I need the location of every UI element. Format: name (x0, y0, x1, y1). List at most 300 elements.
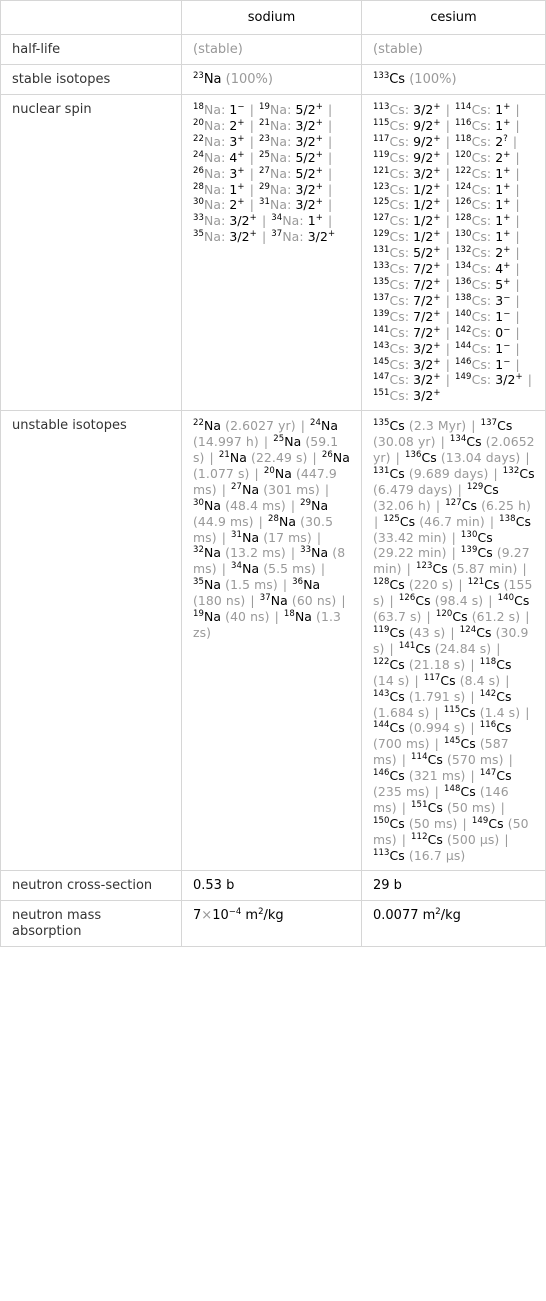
parity: + (315, 133, 323, 144)
coefficient: 7 (193, 907, 202, 923)
mass-number: 28 (193, 181, 205, 192)
parity: + (327, 229, 336, 240)
element-symbol: Na (203, 72, 222, 87)
isotope-entry (411, 800, 496, 815)
colon: : (404, 340, 414, 356)
mass-number: 151 (411, 799, 428, 810)
spin-value: 4 (229, 149, 238, 165)
list-separator: | (522, 561, 527, 577)
mass-number: 144 (373, 720, 390, 731)
element-symbol: Cs (389, 324, 405, 340)
list-separator: | (327, 213, 333, 229)
spin-entry (373, 118, 441, 133)
mass-number: 140 (455, 308, 472, 319)
list-separator: | (445, 133, 455, 149)
half-life: (1.3 zs) (193, 609, 341, 640)
colon: : (404, 308, 414, 324)
half-life: (30.5 ms) (193, 513, 334, 545)
colon: : (486, 324, 496, 340)
colon: : (221, 133, 230, 149)
list-separator: | (515, 149, 520, 165)
mass-number: 146 (455, 356, 472, 367)
mass-number: 119 (373, 149, 390, 160)
cross-section-sodium: 0.53 b (182, 870, 362, 900)
spin-value: 3/2 (307, 229, 328, 245)
header-row (1, 1, 546, 35)
spin-entry (193, 166, 245, 181)
mass-number: 123 (415, 561, 433, 572)
parity: + (433, 276, 441, 287)
element-symbol: Na (270, 165, 288, 181)
list-separator: | (515, 324, 520, 340)
isotope-entry (219, 450, 308, 465)
mass-number: 31 (259, 197, 271, 208)
spin-value: 3/2 (295, 133, 316, 149)
spin-entry (259, 166, 323, 181)
element-symbol: Na (204, 165, 222, 181)
list-separator: | (221, 529, 231, 545)
parity: − (503, 340, 511, 351)
mass-number: 151 (373, 388, 390, 399)
row-label: nuclear spin (1, 95, 182, 411)
mass-number: 129 (466, 481, 484, 492)
row-neutron-cross-section (1, 870, 546, 900)
nuclear-spin-cesium (362, 95, 546, 411)
spin-value: 5/2 (413, 245, 434, 261)
list-separator: | (282, 577, 292, 593)
half-life: (8 ms) (193, 545, 346, 577)
half-life: (50 ms) (408, 815, 458, 831)
mass-number: 120 (435, 609, 453, 620)
isotope-entry (373, 848, 465, 863)
list-separator: | (525, 450, 530, 466)
mass-number: 21 (218, 450, 230, 461)
element-symbol: Cs (496, 688, 512, 704)
spin-entry (373, 245, 441, 260)
list-separator: | (327, 149, 333, 165)
mass-number: 142 (479, 688, 497, 699)
parity: + (433, 372, 441, 383)
element-symbol: Cs (440, 672, 456, 688)
mass-number: 138 (499, 513, 516, 524)
list-separator: | (249, 197, 259, 213)
spin-entry (259, 182, 323, 197)
list-separator: | (327, 117, 333, 133)
element-symbol: Na (204, 545, 222, 561)
spin-entry (373, 197, 441, 212)
column-header-cesium: cesium (362, 1, 546, 35)
spin-value: 1 (495, 181, 504, 197)
element-symbol: Cs (466, 434, 482, 450)
isotope-entry (193, 609, 270, 624)
element-symbol: Cs (389, 229, 405, 245)
row-stable-isotopes (1, 65, 546, 95)
half-life: (9.27 min) (373, 545, 530, 577)
parity: + (249, 229, 257, 240)
element-symbol: Cs (389, 577, 405, 593)
mass-number: 27 (259, 165, 271, 176)
parity: + (433, 356, 441, 367)
element-symbol: Cs (389, 213, 405, 229)
colon: : (404, 149, 414, 165)
mass-number: 30 (193, 197, 205, 208)
parity: + (433, 133, 441, 144)
spin-entry (455, 166, 510, 181)
parity: + (503, 117, 511, 128)
spin-entry (455, 372, 523, 387)
mass-number: 132 (502, 465, 520, 476)
element-symbol: Cs (471, 102, 487, 117)
mass-number: 34 (271, 213, 283, 224)
colon: : (486, 356, 496, 372)
spin-entry (373, 150, 441, 165)
element-symbol: Na (270, 102, 288, 117)
half-life: (2.3 Myr) (408, 418, 467, 434)
unstable-isotopes-sodium (182, 411, 362, 870)
parity: + (433, 229, 441, 240)
element-symbol: Na (294, 609, 312, 625)
element-symbol: Cs (471, 197, 487, 213)
half-life: (5.5 ms) (263, 561, 316, 577)
list-separator: | (249, 165, 259, 181)
list-separator: | (445, 213, 455, 229)
colon: : (486, 213, 496, 229)
element-symbol: Cs (427, 752, 443, 768)
list-separator: | (515, 292, 520, 308)
colon: : (486, 340, 496, 356)
spin-entry (455, 357, 510, 372)
mass-number: 146 (373, 768, 390, 779)
spin-value: 2 (229, 197, 238, 213)
spin-entry (259, 118, 323, 133)
colon: : (404, 117, 414, 133)
mass-number: 117 (423, 672, 441, 683)
parity: + (503, 165, 511, 176)
half-life: (32.06 h) (373, 497, 431, 513)
list-separator: | (445, 229, 455, 245)
half-life: (40 ns) (225, 609, 270, 625)
list-separator: | (445, 372, 455, 388)
element-symbol: Cs (389, 292, 405, 308)
colon: : (404, 292, 414, 308)
half-life: (50 ms) (373, 815, 529, 847)
element-symbol: Cs (415, 593, 431, 609)
list-separator: | (450, 625, 459, 640)
spin-entry (193, 182, 245, 197)
list-separator: | (341, 593, 346, 609)
spin-value: 1/2 (413, 197, 434, 213)
list-separator: | (324, 481, 330, 497)
mass-number: 27 (231, 481, 243, 492)
element-symbol: Cs (389, 308, 405, 324)
half-life: (50 ms) (446, 799, 496, 815)
row-neutron-mass-absorption (1, 900, 546, 946)
spin-value: 3/2 (229, 213, 250, 229)
colon: : (404, 324, 414, 340)
colon: : (404, 276, 414, 292)
spin-entry (193, 197, 245, 212)
half-life: (570 ms) (446, 752, 504, 768)
row-label: half-life (1, 35, 182, 65)
spin-value: 1 (495, 229, 504, 245)
row-label: neutron cross-section (1, 870, 182, 900)
colon: : (404, 102, 414, 117)
spin-value: 7/2 (413, 308, 434, 324)
list-separator: | (445, 117, 455, 133)
half-life: (1.077 s) (193, 465, 250, 481)
element-symbol: Cs (471, 276, 487, 292)
mass-number: 118 (479, 656, 497, 667)
corner-cell (1, 1, 182, 35)
list-separator: | (515, 245, 520, 261)
list-separator: | (440, 434, 449, 450)
spin-value: 3 (229, 133, 238, 149)
element-symbol: Cs (484, 577, 500, 593)
element-symbol: Cs (471, 133, 487, 149)
element-symbol: Cs (471, 292, 487, 308)
element-symbol: Cs (389, 625, 405, 640)
list-separator: | (434, 704, 443, 720)
isotope-entry (373, 418, 466, 433)
colon: : (486, 165, 496, 181)
mass-number: 25 (259, 149, 271, 160)
element-symbol: Cs (471, 261, 487, 277)
element-symbol: Cs (476, 625, 492, 640)
list-separator: | (221, 561, 231, 577)
list-separator: | (525, 704, 530, 720)
element-symbol: Na (311, 497, 329, 513)
list-separator: | (445, 181, 455, 197)
spin-value: 2 (495, 245, 504, 261)
spin-entry (373, 166, 441, 181)
list-separator: | (389, 640, 398, 656)
mass-number: 142 (455, 324, 472, 335)
parity: + (503, 149, 511, 160)
element-symbol: Cs (471, 356, 487, 372)
list-separator: | (290, 497, 300, 513)
mass-absorption-sodium (182, 900, 362, 946)
spin-entry (455, 293, 510, 308)
list-separator: | (504, 831, 509, 847)
half-life: (44.9 ms) (193, 513, 254, 529)
list-separator: | (515, 102, 520, 117)
mass-number: 147 (373, 372, 390, 383)
list-separator: | (401, 799, 411, 815)
parity: + (237, 133, 245, 144)
spin-value: 1 (495, 165, 504, 181)
list-separator: | (434, 736, 443, 752)
element-symbol: Cs (389, 465, 405, 481)
parity: + (315, 165, 323, 176)
mass-number: 19 (259, 102, 271, 112)
element-symbol: Cs (477, 545, 493, 561)
parity: + (503, 245, 511, 256)
list-separator: | (512, 133, 518, 149)
spin-entry (455, 261, 510, 276)
colon: : (404, 197, 414, 213)
element-symbol: Na (229, 450, 247, 466)
mass-number: 29 (300, 497, 312, 508)
mass-number: 128 (455, 213, 472, 224)
half-life: (61.2 s) (471, 609, 521, 625)
spin-entry (193, 134, 245, 149)
parity: + (433, 245, 441, 256)
list-separator: | (274, 609, 283, 625)
spin-entry (373, 277, 441, 292)
element-symbol: Cs (477, 529, 493, 545)
mass-number: 33 (193, 213, 205, 224)
parity: + (433, 197, 441, 208)
mass-number: 139 (373, 308, 390, 319)
parity: + (315, 117, 323, 128)
colon: : (486, 229, 496, 245)
parity: − (237, 102, 245, 112)
isotope-entry (444, 705, 520, 720)
element-symbol: Na (204, 609, 222, 625)
list-separator: | (470, 720, 479, 736)
mass-number: 119 (373, 625, 390, 635)
mass-number: 20 (263, 465, 275, 476)
spin-value: 2 (495, 149, 504, 165)
mass-number: 19 (193, 609, 205, 620)
mass-number: 36 (292, 577, 304, 588)
spin-entry (373, 102, 441, 117)
element-symbol: Cs (497, 418, 513, 434)
spin-entry (259, 102, 323, 117)
value: 0.0077 (373, 907, 419, 923)
list-separator: | (445, 292, 455, 308)
mass-number: 116 (455, 117, 472, 128)
mass-number: 18 (193, 102, 205, 112)
list-separator: | (249, 117, 259, 133)
list-separator: | (320, 561, 326, 577)
parity: + (503, 261, 511, 272)
half-life: (1.4 s) (479, 704, 521, 720)
element-symbol: Cs (432, 561, 448, 577)
half-life: (30.9 s) (373, 625, 529, 656)
list-separator: | (254, 465, 263, 481)
spin-value: 7/2 (413, 324, 434, 340)
spin-value: 1 (229, 181, 238, 197)
list-separator: | (250, 593, 259, 609)
list-separator: | (249, 102, 259, 117)
element-symbol: Na (332, 450, 350, 466)
row-label: neutron mass absorption (1, 900, 182, 946)
colon: : (404, 133, 414, 149)
colon: : (287, 165, 296, 181)
element-symbol: Na (270, 197, 288, 213)
spin-value: 3/2 (229, 229, 250, 245)
list-separator: | (515, 181, 520, 197)
mass-number: 113 (373, 102, 390, 112)
list-separator: | (406, 561, 415, 577)
spin-entry (259, 150, 323, 165)
colon: : (299, 229, 308, 245)
element-symbol: Cs (389, 117, 405, 133)
mass-number: 33 (300, 545, 312, 556)
half-life: (8.4 s) (459, 672, 501, 688)
spin-value: 3/2 (413, 356, 434, 372)
parity: + (249, 213, 257, 224)
spin-entry (193, 213, 257, 228)
element-symbol: Cs (461, 497, 478, 513)
half-life: (220 s) (408, 577, 454, 593)
mass-number: 130 (460, 529, 478, 540)
element-symbol: Cs (389, 656, 405, 672)
element-symbol: Na (303, 577, 321, 593)
list-separator: | (316, 529, 322, 545)
element-symbol: Cs (389, 356, 405, 372)
mass-number: 28 (268, 513, 280, 524)
list-separator: | (508, 752, 513, 768)
list-separator: | (515, 213, 520, 229)
list-separator: | (515, 308, 520, 324)
mass-number: 117 (373, 133, 390, 144)
element-symbol: Cs (427, 831, 443, 847)
mass-number: 125 (383, 513, 400, 524)
colon: : (287, 181, 296, 197)
half-life: (13.2 ms) (225, 545, 286, 561)
colon: : (486, 117, 496, 133)
element-symbol: Cs (399, 513, 416, 529)
isotope-entry (193, 498, 286, 513)
half-life: (13.04 days) (440, 450, 521, 466)
element-symbol: Na (270, 593, 288, 609)
spin-entry (373, 388, 441, 403)
half-life-cesium: (stable) (362, 35, 546, 65)
spin-value: 1 (495, 197, 504, 213)
list-separator: | (515, 197, 520, 213)
isotope-entry (373, 768, 465, 783)
element-symbol: Na (204, 418, 222, 434)
half-life: (500 µs) (446, 831, 500, 847)
parity: + (515, 372, 523, 383)
element-symbol: Na (270, 117, 288, 133)
list-separator: | (462, 815, 471, 831)
row-label: unstable isotopes (1, 411, 182, 870)
element-symbol: Na (204, 149, 222, 165)
colon: : (404, 261, 414, 277)
parity: + (237, 181, 245, 192)
spin-value: 3/2 (495, 372, 516, 388)
mass-number: 143 (373, 688, 390, 699)
element-symbol: Na (204, 133, 222, 149)
element-symbol: Cs (389, 133, 405, 149)
element-symbol: Cs (471, 308, 487, 324)
isotope-entry (416, 561, 517, 576)
element-symbol: Cs (389, 149, 405, 165)
spin-entry (455, 182, 510, 197)
mass-number: 137 (480, 418, 498, 429)
spin-value: 3 (495, 292, 504, 308)
mass-number: 22 (193, 133, 205, 144)
element-symbol: Cs (427, 799, 443, 815)
list-separator: | (209, 450, 218, 466)
list-separator: | (445, 197, 455, 213)
mass-number: 23 (193, 71, 204, 81)
isotope-entry (193, 545, 286, 560)
mass-number: 114 (411, 752, 428, 763)
spin-entry (193, 229, 257, 244)
mass-number: 127 (445, 497, 462, 508)
mass-number: 24 (193, 149, 205, 160)
power-exponent: −4 (228, 906, 242, 917)
spin-entry (455, 197, 510, 212)
mass-number: 141 (373, 324, 390, 335)
colon: : (486, 308, 496, 324)
element-symbol: Cs (471, 245, 487, 261)
mass-number: 26 (193, 165, 205, 176)
